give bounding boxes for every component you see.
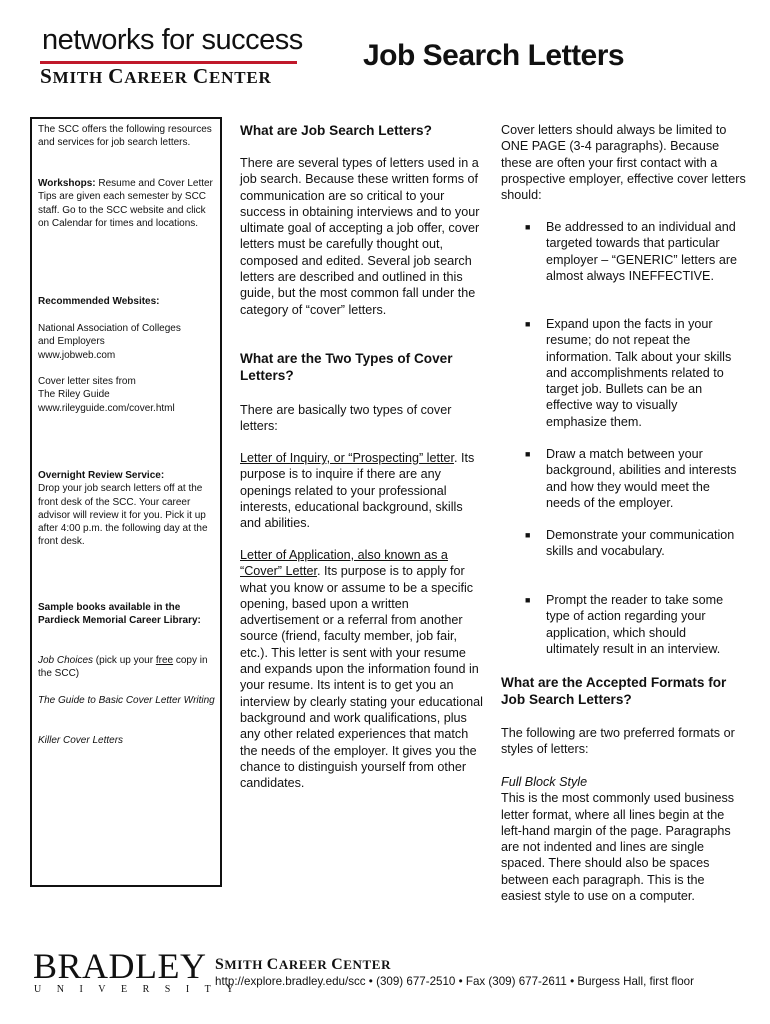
sidebar-book-2: The Guide to Basic Cover Letter Writing [38, 695, 215, 706]
sidebar-books-heading: Sample books available in the Pardieck Memorial Career Library: [38, 602, 201, 627]
paragraph-formats: The following are two preferred formats or styles of letters: [501, 726, 735, 757]
paragraph-letters-intro: There are several types of letters used in a job search. Because these written forms of communication are so critical to your success in obtaining interviews and to your ultimate goal of accepting a job offer, cover letters must be carefully thought out, composed and edited. Several job search letters are described and outlined in this guide, but the most common fall under the category of “cover” letters. [240, 156, 480, 317]
bullet-item: ■ Be addressed to an individual and targeted towards that particular employer – “GENERIC” letters are almost always INEFFECTIVE. [525, 220, 738, 283]
paragraph-application-letter: Letter of Application, also known as a “Cover” Letter. Its purpose is to apply for what you know or assume to be a specific opening, based upon a written advertisement or a referral from another source (friend, faculty member, job fair, etc.). This letter is sent with your resume and expands upon the information found in your resume. Its intent is to get you an interview by clearly stating your educational background and work qualifications, plus any other related experiences that match the needs of the employer. It gives you the chance to distinguish yourself from other candidates. [240, 548, 483, 791]
resources-sidebar [30, 117, 222, 887]
sidebar-recommended-heading: Recommended Websites: [38, 296, 160, 307]
bullet-icon: ■ [525, 319, 531, 329]
sidebar-book-3: Killer Cover Letters [38, 735, 124, 746]
bullet-icon: ■ [525, 530, 531, 540]
right-column [501, 0, 751, 1024]
heading-two-types: What are the Two Types of Cover Letters? [240, 351, 453, 383]
middle-column [240, 0, 485, 1024]
bullet-icon: ■ [525, 595, 531, 605]
bullet-item: ■ Prompt the reader to take some type of action regarding your application, which should ultimately result in an interview. [525, 593, 724, 656]
logo-center-name: SMITH CAREER CENTER [40, 64, 272, 88]
rileyguide-link[interactable]: www.rileyguide.com/cover.html [38, 402, 175, 414]
footer-center-name: SMITH CAREER CENTER [215, 956, 392, 973]
sidebar-overnight: Overnight Review Service: Drop your job search letters off at the front desk of the SCC. Your career advisor will review it for you. Pick it up after 4:00 p.m. the following day at the front desk. [38, 470, 208, 548]
jobweb-link[interactable]: www.jobweb.com [38, 349, 116, 361]
sidebar-nace: National Association of Colleges and Employers www.jobweb.com [38, 322, 218, 362]
sidebar-intro: The SCC offers the following resources and services for job search letters. [38, 124, 212, 149]
paragraph-inquiry-letter: Letter of Inquiry, or “Prospecting” letter. Its purpose is to inquire if there are any openings related to your professional interests, educational background, skills and abilities. [240, 451, 475, 531]
sidebar-book-1: Job Choices (pick up your free copy in the SCC) [38, 655, 208, 680]
bullet-icon: ■ [525, 222, 531, 232]
paragraph-two-types: There are basically two types of cover letters: [240, 403, 452, 434]
bullet-item: ■ Draw a match between your background, abilities and interests and how they would meet the needs of the employer. [525, 447, 737, 510]
bullet-item: ■ Expand upon the facts in your resume; do not repeat the information. Talk about your skills and accomplishments related to target job. Bullets can be an effective way to visually emphasize them. [525, 317, 732, 429]
footer-contact: http://explore.bradley.edu/scc • (309) 677-2510 • Fax (309) 677-2611 • Burgess Hall, first floor [215, 975, 694, 988]
paragraph-full-block: Full Block Style This is the most commonly used business letter format, where all lines begin at the left-hand margin of the page. Paragraphs are not indented and lines are single spaced. There should also be spaces between each paragraph. This is the easiest style to use on a computer. [501, 775, 735, 904]
bullet-icon: ■ [525, 449, 531, 459]
bradley-logo: BRADLEY [33, 946, 207, 986]
heading-what-are-letters: What are Job Search Letters? [240, 123, 432, 138]
university-wordmark: UNIVERSITY [34, 984, 249, 995]
logo-tagline: networks for success [42, 24, 303, 56]
sidebar-workshops: Workshops: Resume and Cover Letter Tips are given each semester by SCC staff. Go to the SCC website and click on Calendar for times and locations. [38, 178, 213, 229]
paragraph-one-page: Cover letters should always be limited to ONE PAGE (3-4 paragraphs). Because these are often your first contact with a prospective employer, effective cover letters should: [501, 123, 746, 203]
sidebar-riley: Cover letter sites from The Riley Guide www.rileyguide.com/cover.html [38, 375, 218, 415]
page-title: Job Search Letters [363, 39, 625, 72]
bullet-item: ■ Demonstrate your communication skills and vocabulary. [525, 528, 735, 559]
heading-accepted-formats: What are the Accepted Formats for Job Search Letters? [501, 675, 727, 707]
